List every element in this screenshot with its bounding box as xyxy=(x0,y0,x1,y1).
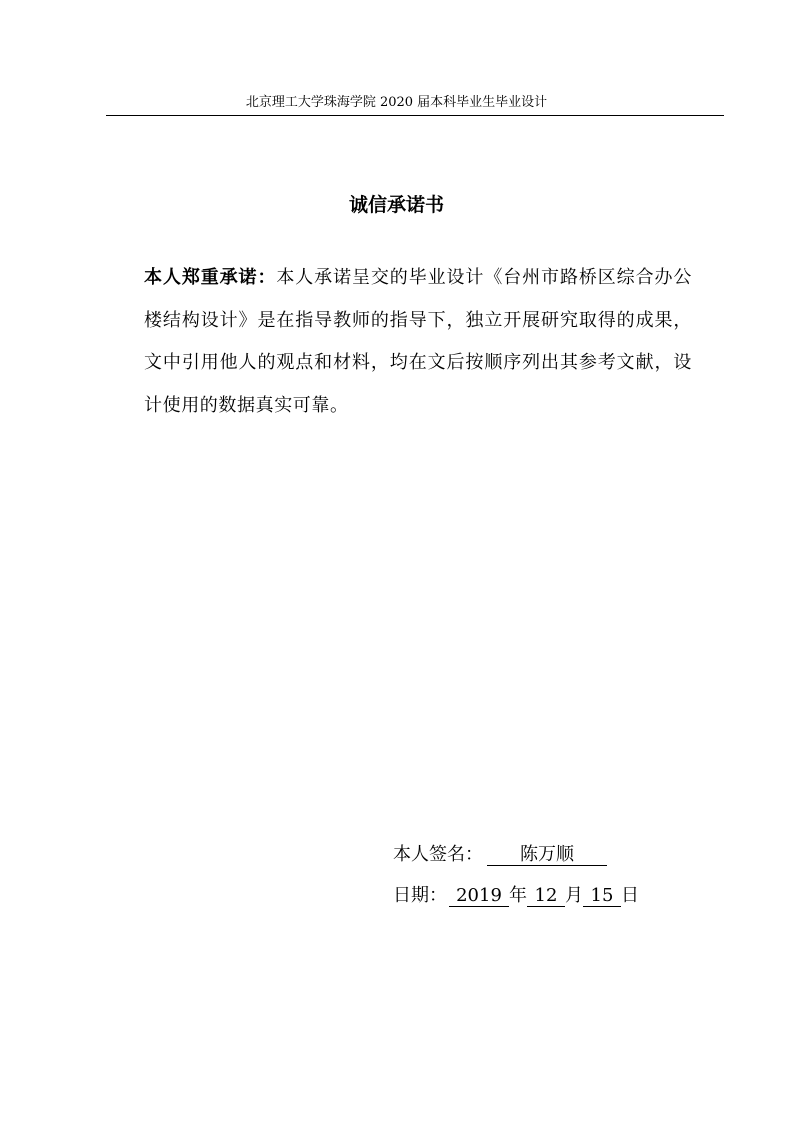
date-month-unit: 月 xyxy=(565,885,583,906)
pledge-body: 本人承诺呈交的毕业设计《台州市路桥区综合办公楼结构设计》是在指导教师的指导下，独立开展研究取得的成果，文中引用他人的观点和材料，均在文后按顺序列出其参考文献，设计使用的数据真实可靠。 xyxy=(144,267,693,416)
pledge-paragraph xyxy=(144,257,692,427)
header-divider xyxy=(106,115,724,116)
signature-line xyxy=(393,843,607,867)
date-year-unit: 年 xyxy=(509,885,527,906)
date-line xyxy=(393,884,639,908)
date-label: 日期： xyxy=(393,885,447,906)
document-title: 诚信承诺书 xyxy=(348,194,444,216)
date-day-unit: 日 xyxy=(621,885,639,906)
date-year: 2019 xyxy=(449,885,509,907)
date-month: 12 xyxy=(527,885,565,907)
signature-label: 本人签名： xyxy=(393,844,483,865)
page-header: 北京理工大学珠海学院 2020 届本科毕业生毕业设计 xyxy=(245,95,548,110)
date-day: 15 xyxy=(583,885,621,907)
signature-name: 陈万顺 xyxy=(487,844,607,866)
pledge-lead: 本人郑重承诺： xyxy=(144,267,277,288)
